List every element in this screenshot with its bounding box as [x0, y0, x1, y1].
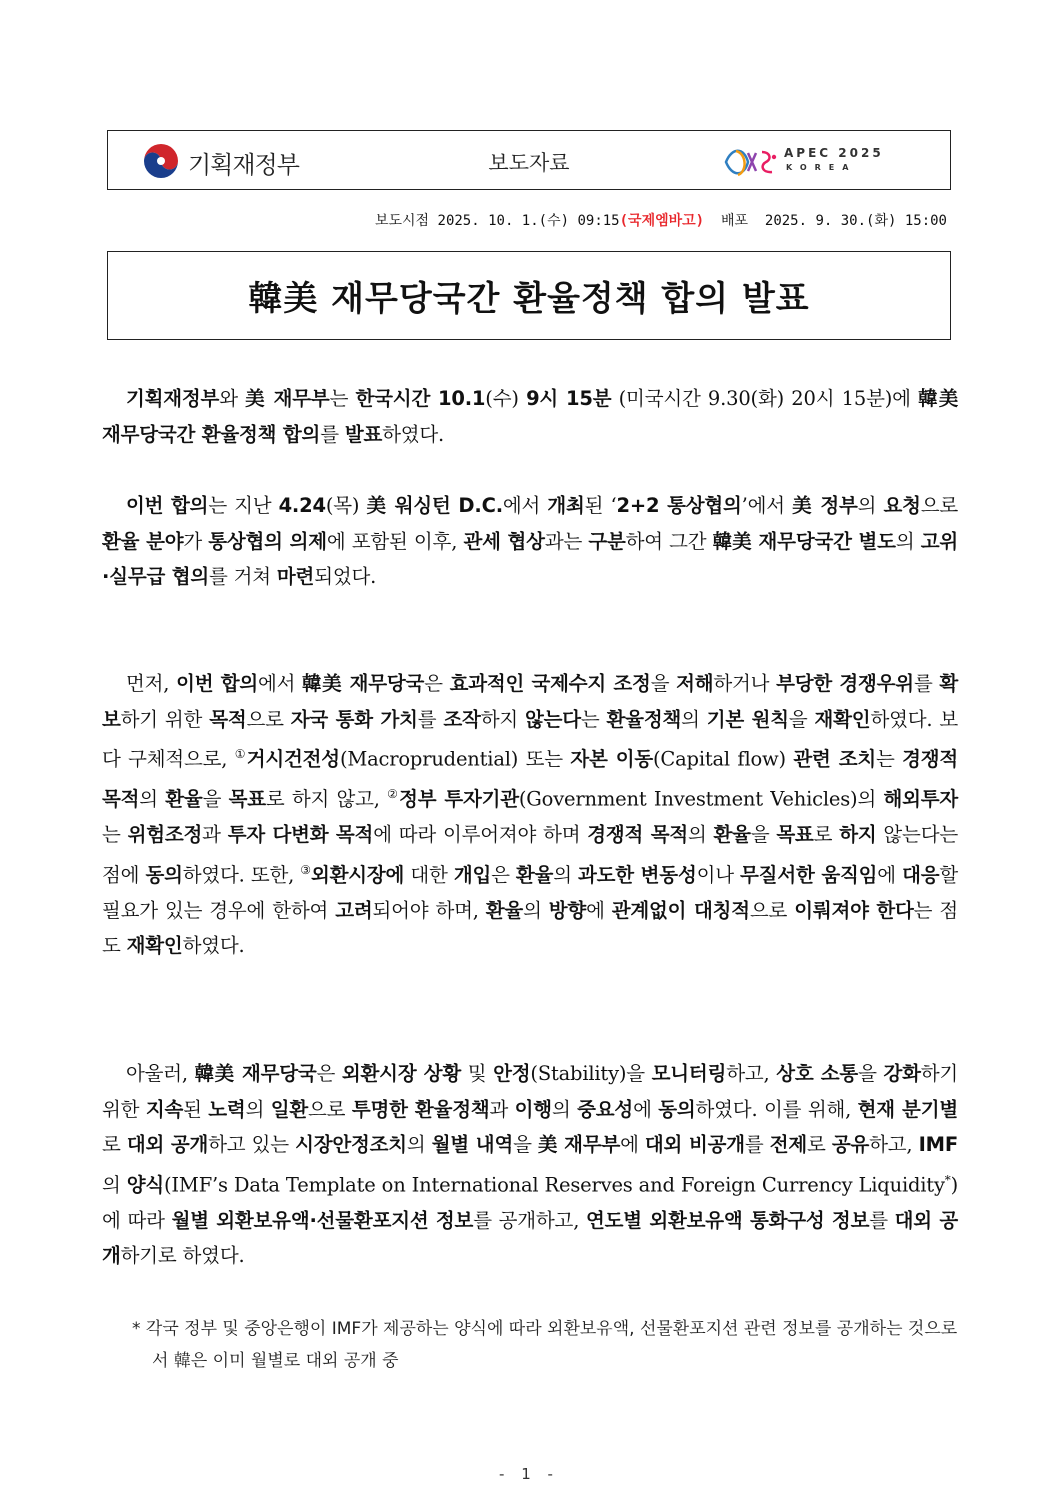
- text: 하지: [480, 707, 525, 731]
- text: 로: [813, 823, 840, 846]
- text-bold: 목표: [228, 787, 266, 811]
- text: 는: [102, 823, 128, 846]
- text-bold: 이번 합의: [126, 494, 209, 517]
- text-bold: 개입: [453, 863, 492, 886]
- text: ’에서: [741, 494, 793, 517]
- text: 은: [424, 672, 450, 695]
- text-bold: 않는다: [524, 707, 581, 731]
- text-bold: 이행: [514, 1097, 552, 1121]
- text-bold: 방향: [548, 898, 587, 922]
- distribution-value: 2025. 9. 30.(화) 15:00: [764, 213, 947, 229]
- text: 가: [183, 529, 209, 553]
- document-type-label: 보도자료: [488, 151, 570, 175]
- text-bold: 양식: [126, 1173, 165, 1196]
- text: 을: [650, 672, 677, 695]
- text: (미국시간 9.30(화) 20시 15분)에: [611, 387, 919, 410]
- text: 를: [913, 672, 940, 695]
- text-bold: 이뤄져야 한다: [794, 898, 914, 922]
- text-bold: 개최: [547, 494, 585, 517]
- text-bold: 통상협의 의제: [208, 529, 327, 553]
- text-bold: 발표: [344, 422, 383, 446]
- text-bold: 위험조정: [127, 823, 203, 846]
- text: 를 공개하고,: [473, 1208, 587, 1232]
- text: 을: [202, 787, 229, 811]
- text-bold: 마련: [276, 565, 315, 588]
- text: 을: [858, 1062, 884, 1085]
- text: )에 따라: [102, 1173, 958, 1232]
- text-bold: 전제: [769, 1133, 807, 1156]
- text: 않는다는 점에: [102, 823, 958, 886]
- text: 으로: [308, 1097, 352, 1121]
- text: 하기 위한: [102, 1062, 958, 1121]
- text: 의: [139, 787, 166, 811]
- text-bold: 韓美 재무당국: [194, 1062, 317, 1085]
- text: 는: [580, 707, 607, 731]
- text: 로: [102, 1133, 127, 1156]
- footnote-marker: *: [944, 1172, 951, 1187]
- text-bold: 美 정부: [792, 494, 858, 517]
- text: 의: [681, 707, 707, 731]
- text: 되어야 하며,: [372, 898, 486, 922]
- text-bold: 목적: [209, 707, 247, 731]
- text: 먼저,: [126, 672, 177, 695]
- text: 은: [491, 863, 516, 886]
- title-box: [107, 251, 951, 340]
- text-bold: 재확인: [814, 707, 871, 731]
- text: 을: [788, 707, 815, 731]
- text: 의: [406, 1133, 432, 1156]
- text-bold: 확보: [102, 672, 958, 731]
- text-bold: 지속: [145, 1097, 184, 1121]
- text-bold: 환율: [165, 787, 203, 811]
- text: 하기로 하였다.: [120, 1244, 245, 1267]
- text-bold: 외환시장 상황: [341, 1062, 462, 1085]
- text: 하였다.: [382, 422, 445, 446]
- text-bold: 9시 15분: [526, 387, 612, 410]
- text-bold: 고려: [335, 898, 373, 922]
- text: 하여 그간: [625, 529, 713, 553]
- text-bold: 현재 분기별: [857, 1097, 958, 1121]
- text-bold: 해외투자: [883, 787, 959, 811]
- text: 하거나: [713, 672, 777, 695]
- text-bold: 환율: [713, 823, 751, 846]
- text-bold: 한국시간 10.1: [355, 387, 486, 410]
- text-bold: 대외 공개: [126, 1133, 209, 1156]
- text-bold: 韓美 재무당국: [302, 672, 425, 695]
- text: 과: [202, 823, 228, 846]
- text: 는 지난: [208, 494, 279, 517]
- text-bold: 기본 원칙: [706, 707, 789, 731]
- text: (목): [325, 494, 367, 517]
- release-time-value: 2025. 10. 1.(수) 09:15: [437, 213, 620, 229]
- text-bold: 환율 분야: [102, 529, 184, 553]
- text-bold: 관련 조치: [793, 747, 876, 771]
- text: 의: [102, 1173, 127, 1196]
- text-bold: 기획재정부: [126, 387, 220, 410]
- text: 의: [245, 1097, 271, 1121]
- text-bold: 동의: [145, 863, 183, 886]
- text: 으로: [920, 494, 958, 517]
- text-bold: 일환: [270, 1097, 309, 1121]
- text: 은: [316, 1062, 342, 1085]
- text-bold: 美 워싱턴 D.C.: [366, 494, 503, 517]
- text: 하고,: [869, 1133, 919, 1156]
- text-bold: 요청: [883, 494, 921, 517]
- text-bold: 환율정책: [606, 707, 682, 731]
- text: 할 필요가 있는 경우에 한하여: [102, 863, 958, 922]
- text: 에서: [502, 494, 548, 517]
- release-time-label: 보도시점: [374, 213, 430, 229]
- press-header: [107, 130, 951, 190]
- text-bold: 관계없이 대칭적: [611, 898, 750, 922]
- text-bold: 고위·실무급 협의: [102, 529, 958, 588]
- text-bold: 공유: [831, 1133, 870, 1156]
- footnote: * 각국 정부 및 중앙은행이 IMF가 제공하는 양식에 따라 외환보유액, 선물환포지션 관련 정보를 공개하는 것으로서 韓은 이미 월별로 대외 공개 중: [132, 1319, 958, 1371]
- text: 을: [750, 823, 777, 846]
- page-number: - 1 -: [499, 1465, 559, 1483]
- text: 에 포함된 이후,: [326, 529, 464, 553]
- apec-2025-korea-logo-icon: [722, 143, 778, 181]
- text-bold: 거시건전성: [246, 747, 340, 771]
- release-timing: [375, 210, 947, 230]
- text: 를: [869, 1208, 895, 1232]
- text: 및: [461, 1062, 494, 1085]
- paragraph-principles: [102, 666, 958, 964]
- text: 과: [489, 1097, 515, 1121]
- text-bold: 대응: [902, 863, 940, 886]
- text: 는 점도: [102, 898, 958, 957]
- enumeration-marker: ②: [387, 787, 400, 801]
- text-bold: 목표: [776, 823, 814, 846]
- paragraph-transparency: [102, 1056, 958, 1274]
- text: (Stability)을: [530, 1062, 652, 1085]
- text: 에: [877, 863, 903, 886]
- text: (Capital flow): [653, 747, 794, 771]
- text-bold: 자본 이동: [570, 747, 653, 771]
- text-bold: 강화: [883, 1062, 921, 1085]
- text-bold: 부당한 경쟁우위: [776, 672, 914, 695]
- text: 와: [219, 387, 246, 410]
- text: 이나: [696, 863, 741, 886]
- text-bold: 대외 비공개: [644, 1133, 745, 1156]
- ministry-name: 기획재정부: [188, 151, 299, 179]
- apec-title: APEC 2025: [784, 146, 884, 160]
- text-bold: 과도한 변동성: [578, 863, 697, 886]
- text-bold: 저해: [676, 672, 714, 695]
- text: 를: [744, 1133, 770, 1156]
- paragraph-background: [102, 488, 958, 595]
- text-bold: 시장안정조치: [295, 1133, 407, 1156]
- text: 의: [687, 823, 714, 846]
- page-title: 韓美 재무당국간 환율정책 합의 발표: [248, 279, 810, 319]
- text-bold: 중요성: [577, 1097, 634, 1121]
- text: 아울러,: [126, 1062, 195, 1085]
- text: 는: [875, 747, 903, 771]
- enumeration-marker: ③: [300, 862, 311, 877]
- text: 과는: [544, 529, 589, 553]
- text-bold: 이번 합의: [176, 672, 258, 695]
- text-bold: 무질서한 움직임: [740, 863, 878, 886]
- text-bold: 대외 공개: [102, 1208, 958, 1267]
- text: 의: [857, 494, 884, 517]
- text-bold: 외환시장에: [311, 863, 405, 886]
- text: (수): [485, 387, 527, 410]
- text-bold: 자국 통화 가치: [290, 707, 418, 731]
- text-bold: 관세 협상: [463, 529, 545, 553]
- text: (Macroprudential) 또는: [339, 747, 571, 771]
- text-bold: 노력: [208, 1097, 246, 1121]
- text-bold: 재확인: [126, 934, 183, 957]
- apec-subtitle: KOREA: [786, 163, 857, 172]
- text: 을: [513, 1133, 538, 1156]
- text: 된 ‘: [584, 494, 617, 517]
- text-bold: 월별 외환보유액·선물환포지션 정보: [171, 1208, 474, 1232]
- text: 하였다. 보다 구체적으로,: [102, 707, 959, 771]
- enumeration-marker: ①: [234, 747, 247, 761]
- text: 하였다. 또한,: [182, 863, 301, 886]
- text: 으로: [246, 707, 291, 731]
- text: 의: [895, 529, 921, 553]
- text-bold: 美 재무부: [537, 1133, 621, 1156]
- text-bold: 환율: [515, 863, 554, 886]
- text: 에서: [257, 672, 303, 695]
- text: 의: [523, 898, 549, 922]
- text: 하였다. 이를 위해,: [695, 1097, 858, 1121]
- text-bold: 경쟁적 목적: [587, 823, 688, 846]
- text-bold: 韓美 재무당국간 환율정책 합의: [102, 387, 958, 446]
- text-bold: 투명한 환율정책: [351, 1097, 490, 1121]
- text-bold: 환율: [485, 898, 524, 922]
- text-bold: 연도별 외환보유액 통화구성 정보: [586, 1208, 870, 1232]
- text: 되었다.: [314, 565, 377, 588]
- text: (Government Investment Vehicles)의: [518, 787, 884, 811]
- text-bold: 하지: [839, 823, 877, 846]
- text: 하였다.: [182, 934, 245, 957]
- text-bold: 효과적인 국제수지 조정: [449, 672, 651, 695]
- text: 는: [329, 387, 356, 410]
- text-bold: 월별 내역: [431, 1133, 514, 1156]
- text: 를: [320, 422, 345, 446]
- text-bold: 안정: [493, 1062, 531, 1085]
- text: 된: [183, 1097, 209, 1121]
- text: (IMF’s Data Template on International Reserves and Foreign Currency Liquidity: [164, 1173, 945, 1196]
- text-bold: 조작: [443, 707, 481, 731]
- text: 에: [620, 1133, 645, 1156]
- text: 를 거쳐: [208, 565, 277, 588]
- text: 하고,: [726, 1062, 777, 1085]
- text-bold: 2+2 통상협의: [616, 494, 742, 517]
- text: 의: [551, 1097, 578, 1121]
- text: 에: [633, 1097, 659, 1121]
- text: 하고 있는: [208, 1133, 296, 1156]
- distribution-label: 배포: [720, 213, 749, 229]
- text-bold: 모니터링: [651, 1062, 727, 1085]
- text: 를: [417, 707, 444, 731]
- text-bold: 美 재무부: [245, 387, 330, 410]
- text-bold: 투자 다변화 목적: [227, 823, 374, 846]
- text: 에: [586, 898, 612, 922]
- text-bold: 韓美 재무당국간 별도: [712, 529, 896, 553]
- text: 에 따라 이루어져야 하며: [373, 823, 588, 846]
- text-bold: 경쟁적 목적: [102, 747, 958, 811]
- text-bold: 4.24: [278, 494, 326, 517]
- embargo-label: (국제엠바고): [619, 213, 705, 229]
- text: 로: [807, 1133, 832, 1156]
- text: 의: [553, 863, 578, 886]
- text-bold: IMF: [918, 1133, 958, 1156]
- text: 대한: [404, 863, 454, 886]
- text-bold: 정부 투자기관: [399, 787, 519, 811]
- text: 로 하지 않고,: [265, 787, 388, 811]
- paragraph-announcement: [102, 381, 958, 452]
- text-bold: 동의: [658, 1097, 696, 1121]
- text-bold: 상호 소통: [776, 1062, 859, 1085]
- text: 으로: [749, 898, 795, 922]
- text: 하기 위한: [120, 707, 210, 731]
- text-bold: 구분: [588, 529, 626, 553]
